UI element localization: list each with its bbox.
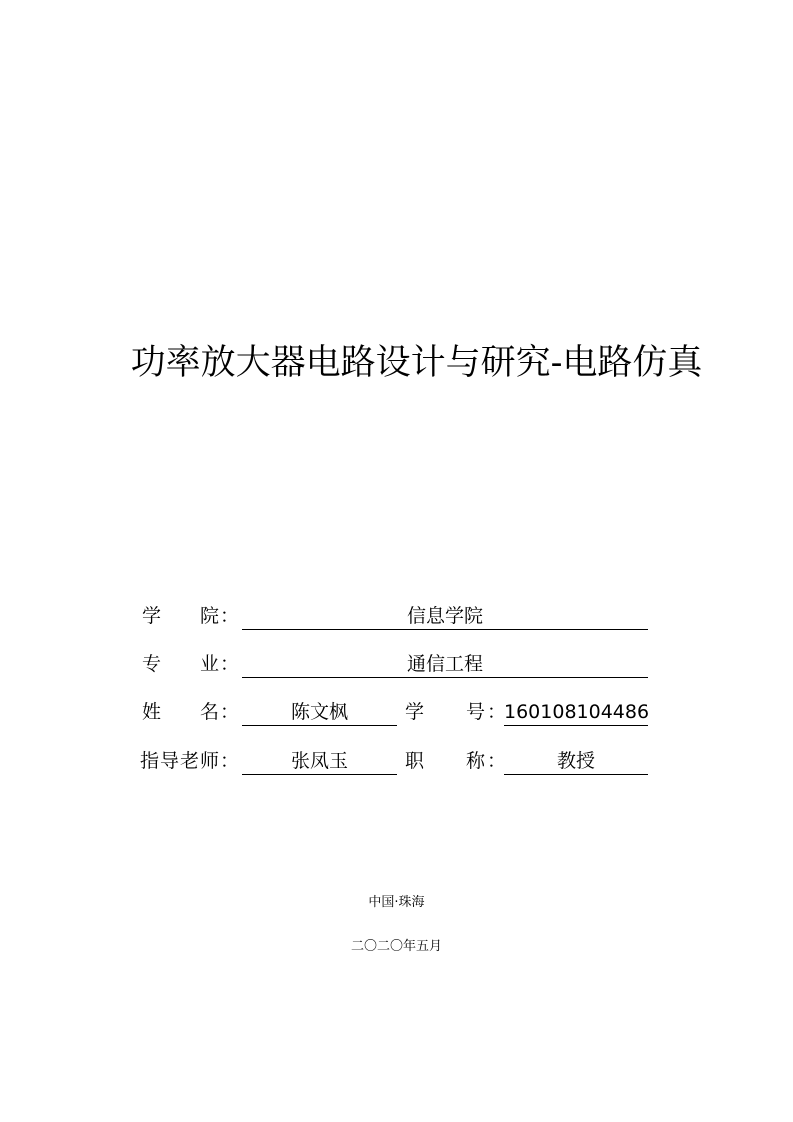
name-label-char-2: 名	[200, 701, 220, 723]
student-id-label-char-2: 号	[466, 701, 486, 723]
rank-label	[404, 746, 507, 776]
college-label-char-2: 院	[200, 605, 220, 627]
footer-date: 二〇二〇年五月	[350, 939, 442, 954]
college-label-colon: ：	[220, 605, 240, 627]
name-label-colon: ：	[220, 701, 240, 723]
document-title: 功率放大器电路设计与研究-电路仿真	[130, 343, 703, 383]
student-id-label	[404, 697, 507, 727]
college-label-char-1: 学	[142, 605, 162, 627]
footer-location: 中国·珠海	[368, 895, 425, 910]
student-id-value: 160108104486	[504, 697, 648, 726]
major-label-char-1: 专	[142, 653, 162, 675]
advisor-label-colon: ：	[220, 750, 240, 772]
name-label	[140, 697, 240, 727]
major-label-char-2: 业	[200, 653, 220, 675]
student-id-label-colon: ：	[487, 701, 507, 723]
name-value: 陈文枫	[242, 697, 397, 726]
rank-label-colon: ：	[487, 750, 507, 772]
major-label	[140, 649, 240, 679]
major-label-colon: ：	[220, 653, 240, 675]
name-label-char-1: 姓	[142, 701, 162, 723]
student-id-label-char-1: 学	[405, 701, 425, 723]
advisor-value: 张凤玉	[242, 746, 397, 775]
major-value: 通信工程	[242, 649, 648, 678]
rank-value: 教授	[504, 746, 648, 775]
advisor-label	[140, 746, 240, 776]
college-value: 信息学院	[242, 601, 648, 630]
rank-label-char-1: 职	[405, 750, 425, 772]
advisor-label-text: 指导老师	[140, 750, 221, 772]
rank-label-char-2: 称	[466, 750, 486, 772]
college-label	[140, 601, 240, 631]
